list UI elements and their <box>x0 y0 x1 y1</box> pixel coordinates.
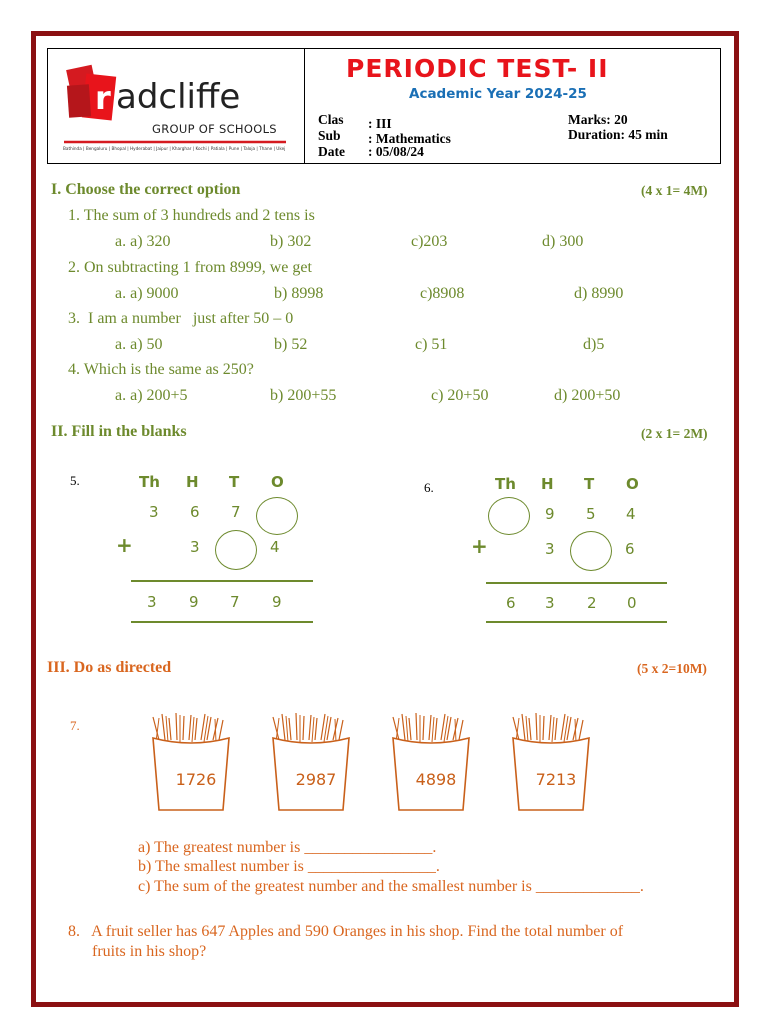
q5-row2-o: 4 <box>270 538 280 556</box>
q4-option-c: c) 20+50 <box>431 387 489 404</box>
q5-line-bottom <box>131 621 313 623</box>
q5-plus: + <box>116 533 133 557</box>
q7-part-c: c) The sum of the greatest number and the smallest number is _____________. <box>138 878 644 895</box>
school-logo <box>48 49 305 163</box>
q4-option-a: a. a) 200+5 <box>115 387 188 404</box>
q5-number: 5. <box>70 473 80 488</box>
q6-row2-h: 3 <box>545 540 555 558</box>
q6-header-th: Th <box>495 475 516 493</box>
q5-header-t: T <box>229 473 240 491</box>
q3-option-b: b) 52 <box>274 336 308 353</box>
q6-header-t: T <box>584 475 595 493</box>
marks-info: Marks: 20 <box>568 112 628 127</box>
question-4: 4. Which is the same as 250? <box>68 361 254 378</box>
q2-option-c: c)8908 <box>420 285 465 302</box>
q3-option-c: c) 51 <box>415 336 448 353</box>
question-3: 3. I am a number just after 50 – 0 <box>68 310 294 327</box>
q6-row1-t: 5 <box>586 505 596 523</box>
q3-option-a: a. a) 50 <box>115 336 163 353</box>
q4-option-b: b) 200+55 <box>270 387 337 404</box>
q6-row1-o: 4 <box>626 505 636 523</box>
q5-blank-1[interactable] <box>256 497 298 535</box>
question-1: 1. The sum of 3 hundreds and 2 tens is <box>68 207 315 224</box>
q5-blank-2[interactable] <box>215 530 257 570</box>
logo-cities: Bathinda | Bengaluru | Bhopal | Hyderabat | Jaipur | Kharghar | Kochi | Patiala | Pune | Taloja | Thane | Ukej <box>63 146 286 151</box>
q6-header-h: H <box>541 475 554 493</box>
test-title: PERIODIC TEST- II <box>346 54 609 83</box>
q6-result-t: 2 <box>587 594 597 612</box>
q6-result-h: 3 <box>545 594 555 612</box>
subject-value: : Mathematics <box>368 131 451 146</box>
section1-heading: I. Choose the correct option <box>51 181 241 198</box>
q5-row1-o: 7 <box>231 503 241 521</box>
q6-number: 6. <box>424 480 434 495</box>
q6-blank-1[interactable] <box>488 497 530 535</box>
q7-part-a: a) The greatest number is ________________. <box>138 839 437 856</box>
q2-option-b: b) 8998 <box>274 285 324 302</box>
q5-row2-h: 3 <box>190 538 200 556</box>
q5-header-o: O <box>271 473 284 491</box>
logo-r: r <box>95 79 111 117</box>
date-value: : 05/08/24 <box>368 144 424 159</box>
q6-result-o: 0 <box>627 594 637 612</box>
q6-row1-h: 9 <box>545 505 555 523</box>
section2-marks: (2 x 1= 2M) <box>641 426 708 441</box>
q7-part-b: b) The smallest number is ________________. <box>138 858 440 875</box>
date-label: Date <box>318 144 345 159</box>
subject-label: Sub <box>318 128 341 143</box>
q5-line-top <box>131 580 313 582</box>
class-value: : III <box>368 116 392 131</box>
q6-plus: + <box>471 534 488 558</box>
section3-marks: (5 x 2=10M) <box>637 661 707 676</box>
section2-heading: II. Fill in the blanks <box>51 423 187 440</box>
question-8-line1: 8. A fruit seller has 647 Apples and 590 Oranges in his shop. Find the total number of <box>68 923 624 940</box>
q2-option-a: a. a) 9000 <box>115 285 179 302</box>
q6-row2-o: 6 <box>625 540 635 558</box>
q5-result-o: 9 <box>272 593 282 611</box>
fries-box-1-number: 1726 <box>175 770 217 789</box>
fries-box-2-number: 2987 <box>295 770 337 789</box>
q6-line-bottom <box>486 621 667 623</box>
q4-option-d: d) 200+50 <box>554 387 621 404</box>
fries-illustrations <box>145 712 625 814</box>
fries-box-3-number: 4898 <box>415 770 457 789</box>
q6-line-top <box>486 582 667 584</box>
question-8-line2: fruits in his shop? <box>92 943 207 960</box>
question-2: 2. On subtracting 1 from 8999, we get <box>68 259 312 276</box>
q5-result-th: 3 <box>147 593 157 611</box>
section1-marks: (4 x 1= 4M) <box>641 183 708 198</box>
q5-result-t: 7 <box>230 593 240 611</box>
q1-option-b: b) 302 <box>270 233 312 250</box>
q3-option-d: d)5 <box>583 336 605 353</box>
q5-header-th: Th <box>139 473 160 491</box>
q6-header-o: O <box>626 475 639 493</box>
q5-header-h: H <box>186 473 199 491</box>
q1-option-c: c)203 <box>411 233 448 250</box>
q6-result-th: 6 <box>506 594 516 612</box>
q2-option-d: d) 8990 <box>574 285 624 302</box>
header-box <box>47 48 721 164</box>
logo-subtitle: GROUP OF SCHOOLS <box>152 122 277 136</box>
q5-row1-h: 3 <box>149 503 159 521</box>
duration-info: Duration: 45 min <box>568 127 668 142</box>
q7-number: 7. <box>70 718 80 733</box>
q6-blank-2[interactable] <box>570 531 612 571</box>
section3-heading: III. Do as directed <box>47 659 172 676</box>
q5-result-h: 9 <box>189 593 199 611</box>
q5-row1-t: 6 <box>190 503 200 521</box>
class-label: Clas <box>318 112 344 127</box>
logo-wordmark: adcliffe <box>116 77 241 117</box>
academic-year: Academic Year 2024-25 <box>409 86 587 102</box>
q1-option-d: d) 300 <box>542 233 584 250</box>
q1-option-a: a. a) 320 <box>115 233 171 250</box>
fries-box-4-number: 7213 <box>535 770 577 789</box>
